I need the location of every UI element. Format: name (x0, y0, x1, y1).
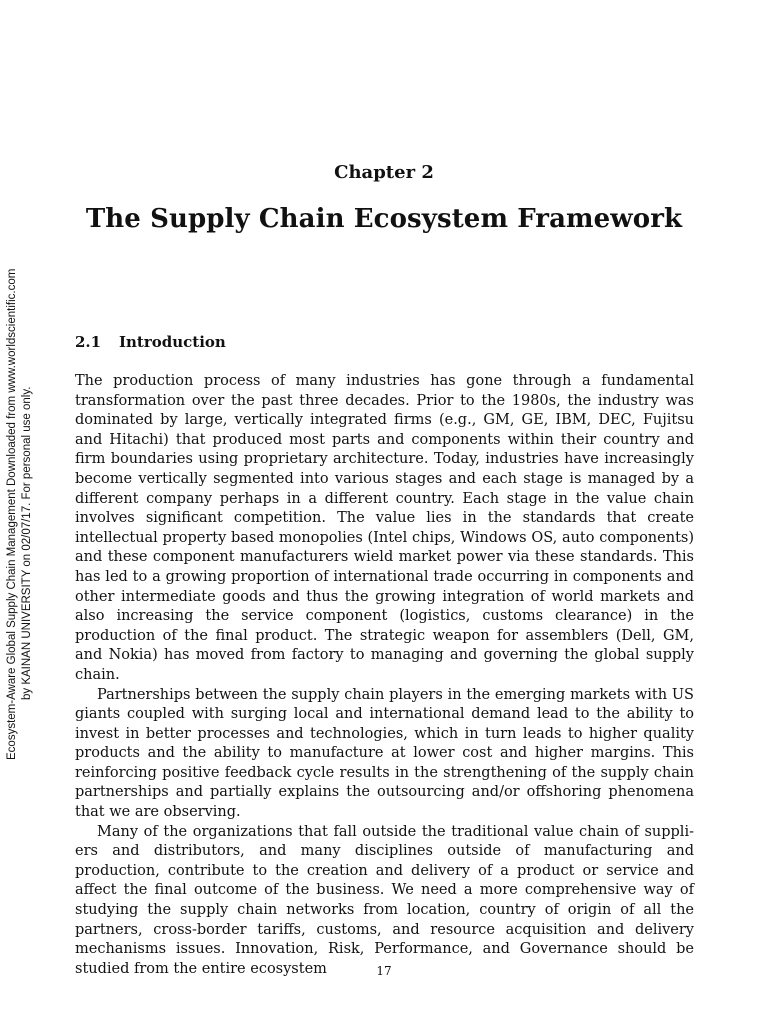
chapter-label: Chapter 2 (334, 162, 434, 183)
download-watermark (0, 0, 40, 1024)
section-number: 2.1 (75, 333, 102, 351)
paragraph-3: Many of the organizations that fall outside the traditional value chain of suppliers and distributors, and many disciplines outside of manufacturing and production, contribute to the creation and delivery of a product or service and affect the final outcome of the business. We need a more comprehensive way of studying the supply chain networks from location, country of origin of all the partners, cross-border tariffs, customs, and resource acquisition and delivery mechanisms issues. Innovation, Risk, Performance, and Governance should be studied from the entire ecosystem (75, 823, 694, 977)
paragraph-1: The production process of many industries has gone through a fundamental transformation over the past three decades. Prior to the 1980s, the industry was dominated by large, vertically integrated firms (e.g., GM, GE, IBM, DEC, Fujitsu and Hitachi) that produced most parts and components within their country and firm boundaries using proprietary architecture. Today, industries have increasingly become vertically segmented into various stages and each stage is managed by a different company perhaps in a different country. Each stage in the value chain involves significant competition. The value lies in the standards that create intellectual property based monopolies (Intel chips, Windows OS, auto components) and these component manufacturers wield market power via these standards. This has led to a growing proportion of international trade occurring in components and other intermediate goods and thus the growing integration of world markets and also increasing the service component (logistics, customs clearance) in the production of the final product. The strategic weapon for assemblers (Dell, GM, and Nokia) has moved from factory to managing and governing the global supply chain. (75, 373, 694, 683)
paragraph-2: Partnerships between the supply chain players in the emerging markets with US giants coupled with surging local and international demand lead to the ability to invest in better processes and technologies, which in turn leads to higher quality products and the ability to manufacture at lower cost and higher margins. This reinforcing positive feedback cycle results in the strengthening of the supply chain partnerships and partially explains the outsourcing and/or offshoring phenomena that we are observing. (75, 686, 694, 821)
watermark-line-1: Ecosystem-Aware Global Supply Chain Management Downloaded from www.worldscientific.com (6, 268, 18, 760)
watermark-line-2: by KAINAN UNIVERSITY on 02/07/17. For personal use only. (21, 386, 33, 700)
chapter-title: The Supply Chain Ecosystem Framework (85, 204, 683, 234)
body-text (75, 372, 694, 979)
page-number: 17 (376, 964, 392, 978)
section-heading (75, 333, 226, 351)
section-title: Introduction (119, 333, 226, 351)
